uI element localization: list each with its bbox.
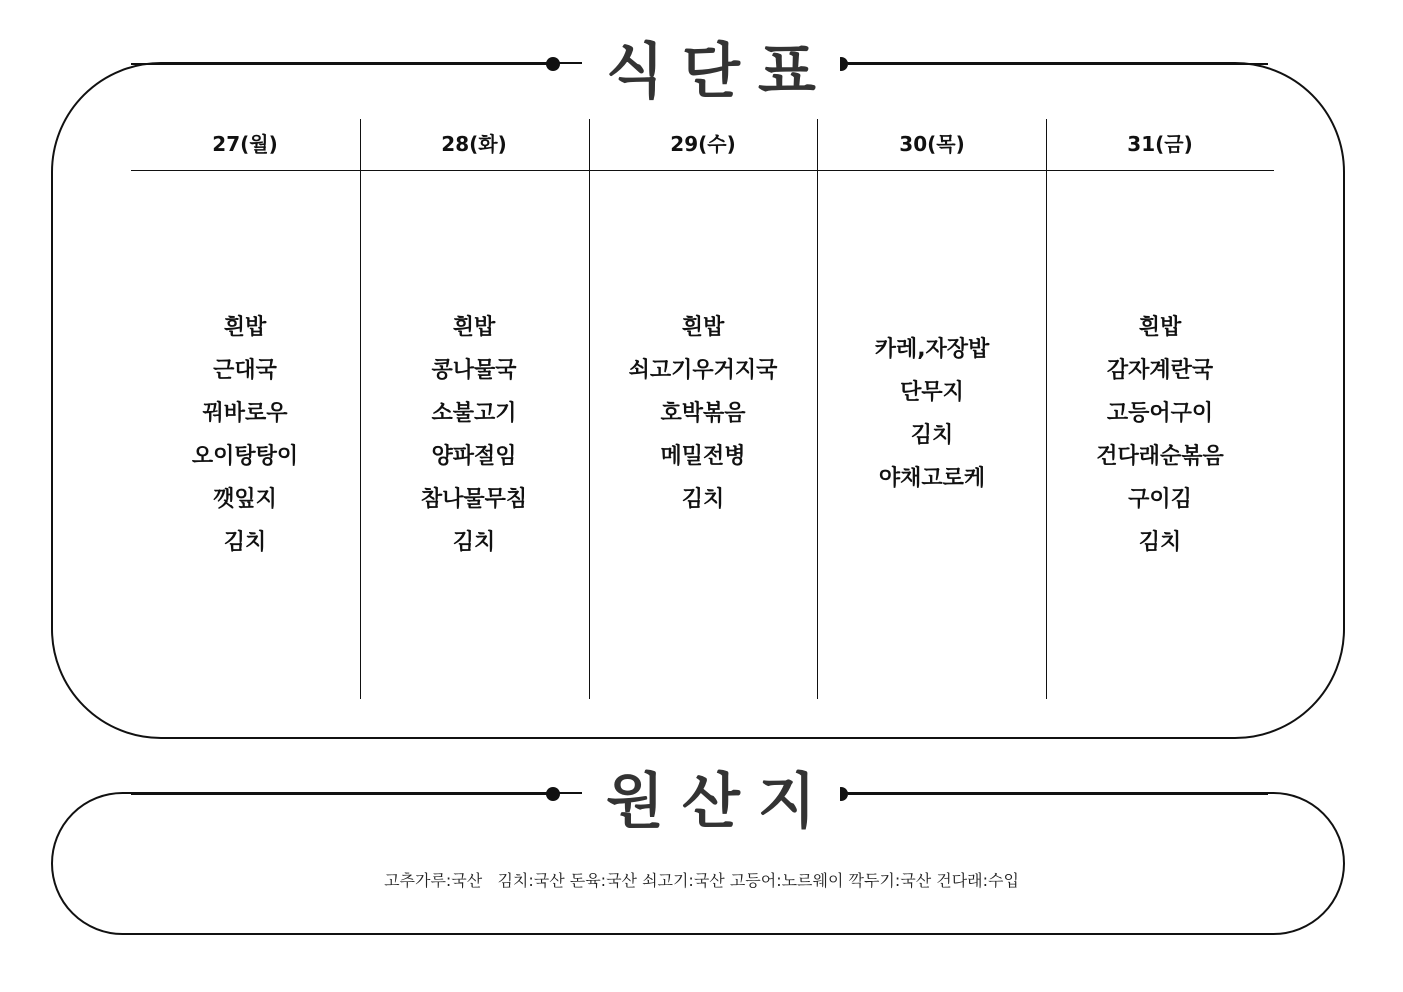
day-column-tue [360,306,588,564]
dish-item: 김치 [452,530,496,555]
dish-item: 오이탕탕이 [191,444,299,469]
dish-item: 카레,자장밥 [874,337,990,362]
title-line-left [131,63,553,65]
dish-item: 흰밥 [1138,315,1182,340]
day-header-mon: 27(월) [212,132,278,156]
header-divider [131,170,1274,171]
dish-item: 흰밥 [452,315,496,340]
dish-item: 구이김 [1128,487,1192,512]
dish-item: 김치 [1138,530,1182,555]
dish-item: 깻잎지 [213,487,277,512]
dish-item: 김치 [910,423,954,448]
day-header-wed: 29(수) [670,132,736,156]
dish-item: 야채고로케 [878,466,986,491]
dish-item: 고등어구이 [1106,401,1214,426]
dish-item: 참나물무침 [420,487,528,512]
dish-item: 김치 [223,530,267,555]
dish-item: 꿔바로우 [202,401,288,426]
dish-item: 호박볶음 [660,401,746,426]
dish-item: 흰밥 [681,315,725,340]
title-line-right [848,793,1268,795]
dish-item: 김치 [681,487,725,512]
dish-item: 흰밥 [223,315,267,340]
day-column-fri [1046,306,1274,564]
day-header-tue: 28(화) [441,132,507,156]
dish-item: 감자계란국 [1106,358,1214,383]
title-line-right [848,63,1268,65]
menu-title: 식단표 [582,42,840,102]
title-dot-left [546,787,560,801]
origin-list: 고추가루:국산 김치:국산 돈육:국산 쇠고기:국산 고등어:노르웨이 깍두기:국산 건다래:수입 [384,871,1019,890]
origin-title: 원산지 [582,772,840,832]
dish-item: 단무지 [900,380,964,405]
dish-item: 메밀전병 [660,444,746,469]
day-header-fri: 31(금) [1127,132,1193,156]
day-column-mon [131,306,359,564]
day-header-thu: 30(목) [899,132,965,156]
dish-item: 쇠고기우거지국 [628,358,778,383]
dish-item: 근대국 [213,358,277,383]
dish-item: 양파절임 [431,444,517,469]
title-dot-left [546,57,560,71]
day-column-thu [818,328,1046,500]
dish-item: 콩나물국 [431,358,517,383]
title-line-left [131,793,553,795]
dish-item: 소불고기 [431,401,517,426]
day-column-wed [589,306,817,521]
dish-item: 건다래순볶음 [1096,444,1224,469]
